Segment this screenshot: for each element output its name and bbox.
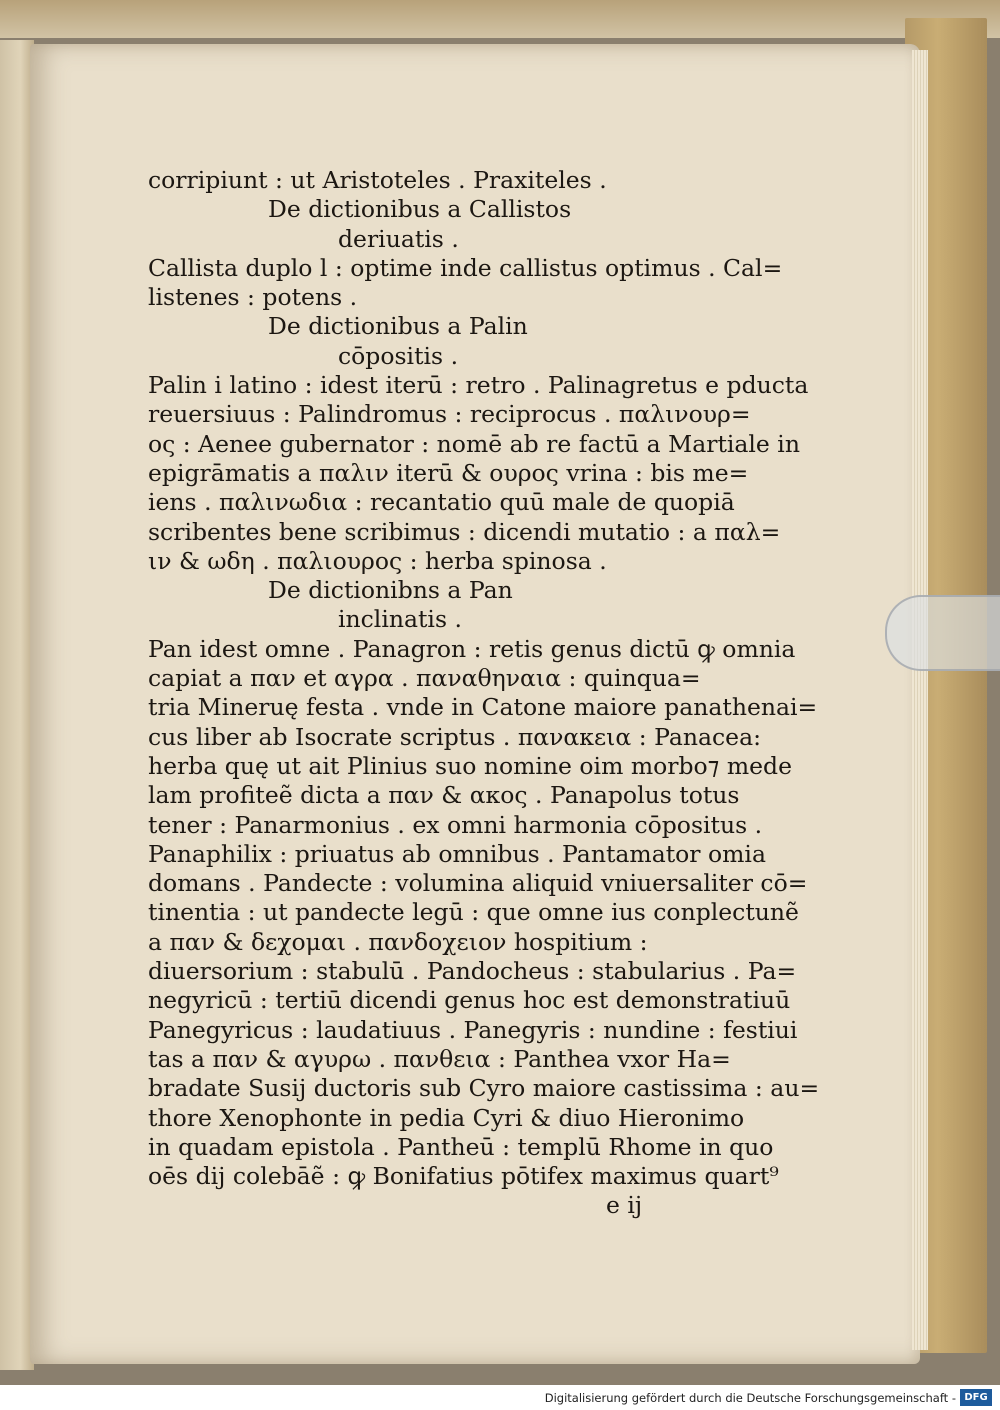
page-text (148, 166, 820, 1221)
page-stack-edges (912, 50, 928, 1350)
book-clamp (885, 595, 1000, 671)
book-cover-top (0, 0, 1000, 38)
text-line: epigrāmatis a παλιν iterū & ουρος vrina : bis me= (148, 458, 749, 487)
text-line: ιν & ωδη . παλιουρος : herba spinosa . (148, 546, 607, 575)
text-line: scribentes bene scribimus : dicendi mutatio : a παλ= (148, 517, 781, 546)
text-line: tas a παν & αγυρω . πανθεια : Panthea vxor Ha= (148, 1044, 731, 1073)
text-line: in quadam epistola . Pantheū : templū Rhome in quo (148, 1132, 774, 1161)
text-line: tener : Panarmonius . ex omni harmonia cōpositus . (148, 810, 763, 839)
section-heading: deriuatis . (338, 224, 459, 253)
section-heading: De dictionibus a Palin (268, 312, 528, 341)
text-line: capiat a παν et αγρα . παναθηναια : quinqua= (148, 664, 701, 693)
text-line: Callista duplo l : optime inde callistus optimus . Cal= (148, 253, 783, 282)
text-line: ος : Aenee gubernator : nomē ab re factū a Martiale in (148, 429, 800, 458)
text-line: listenes : potens . (148, 283, 358, 312)
text-line: cus liber ab Isocrate scriptus . πανακεια : Panacea: (148, 722, 761, 751)
dfg-logo: DFG (960, 1389, 992, 1406)
text-line: bradate Susij ductoris sub Cyro maiore castissima : au= (148, 1074, 820, 1103)
text-line: diuersorium : stabulū . Pandocheus : stabularius . Pa= (148, 957, 797, 986)
text-line: a παν & δεχομαι . πανδοχειον hospitium : (148, 927, 648, 956)
text-line: domans . Pandecte : volumina aliquid vniuersaliter cō= (148, 869, 808, 898)
facing-page-edge (0, 40, 34, 1370)
text-line: iens . παλινωδια : recantatio quū male de quopiā (148, 488, 735, 517)
text-line: Panaphilix : priuatus ab omnibus . Pantamator omia (148, 839, 766, 868)
section-heading: De dictionibus a Callistos (268, 195, 572, 224)
text-line: tria Mineruę festa . vnde in Catone maiore panathenai= (148, 693, 818, 722)
section-heading: De dictionibns a Pan (268, 576, 513, 605)
text-line: corripiunt : ut Aristoteles . Praxiteles . (148, 166, 607, 194)
text-line: tinentia : ut pandecte legū : que omne ius conplectunẽ (148, 898, 799, 927)
text-line: herba quę ut ait Plinius suo nomine oim morbo⁊ mede (148, 751, 792, 780)
text-line: thore Xenophonte in pedia Cyri & diuo Hieronimo (148, 1103, 745, 1132)
section-heading: inclinatis . (338, 605, 462, 634)
text-line: Palin i latino : idest iterū : retro . Palinagretus e pducta (148, 371, 809, 400)
section-heading: cōpositis . (338, 341, 459, 370)
text-line: oēs dij colebāẽ : ꝙ Bonifatius pōtifex maximus quart⁹ (148, 1162, 779, 1191)
funding-credit: Digitalisierung gefördert durch die Deutsche Forschungsgemeinschaft - (544, 1391, 956, 1405)
signature-mark: e ij (606, 1191, 643, 1220)
text-line: lam profiteẽ dicta a παν & ακος . Panapolus totus (148, 781, 740, 810)
text-line: negyricū : tertiū dicendi genus hoc est demonstratiuū (148, 986, 791, 1015)
text-line: Pan idest omne . Panagron : retis genus dictū ꝙ omnia (148, 634, 796, 663)
text-line: Panegyricus : laudatiuus . Panegyris : nundine : festiui (148, 1015, 798, 1044)
text-line: reuersiuus : Palindromus : reciprocus . παλινουρ= (148, 400, 751, 429)
